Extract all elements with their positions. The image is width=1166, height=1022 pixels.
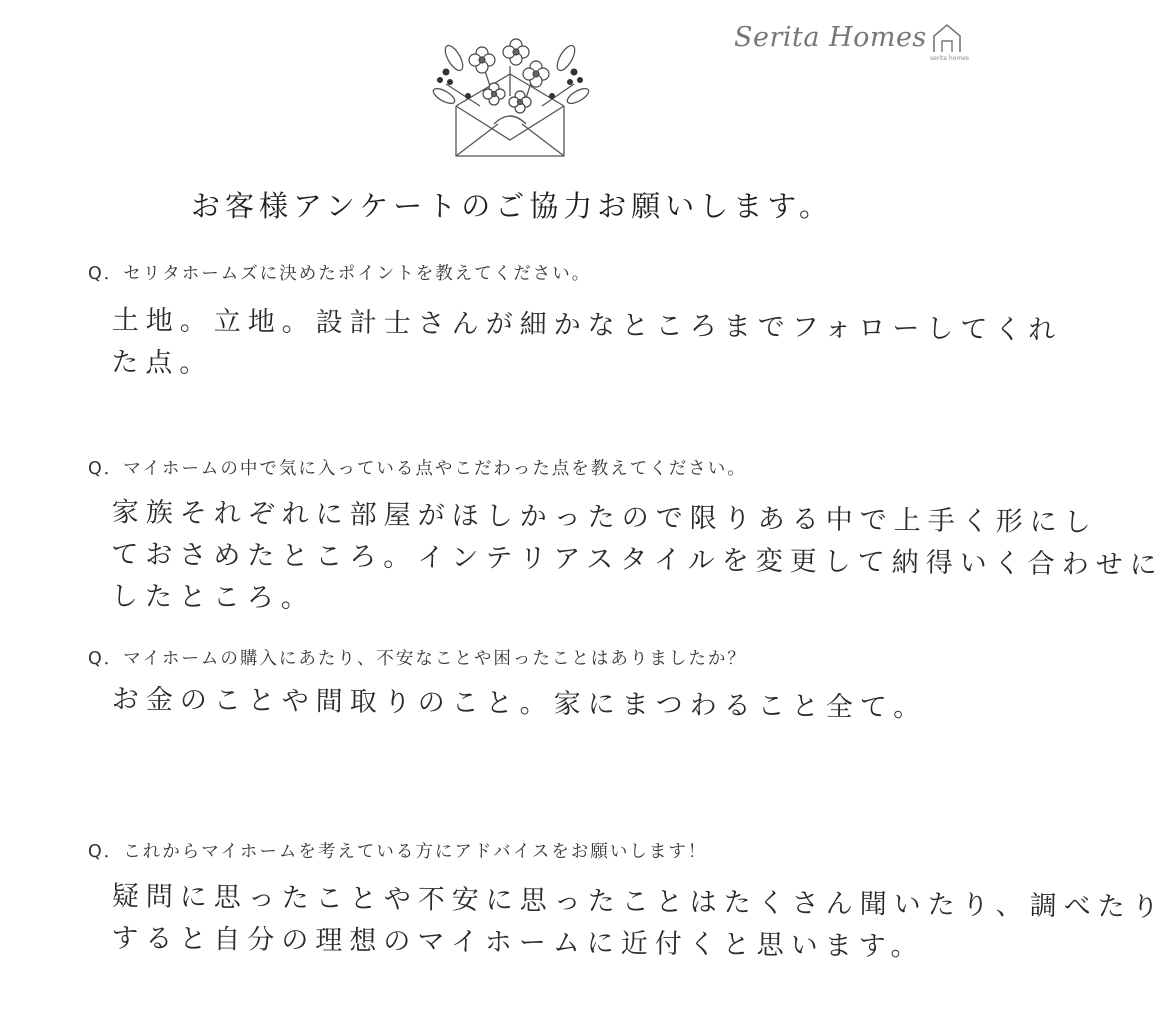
house-outline-icon xyxy=(930,22,964,54)
flower-envelope-icon xyxy=(424,36,596,164)
answer-2 xyxy=(110,492,1164,627)
question-4: Q．これからマイホームを考えている方にアドバイスをお願いします！ xyxy=(88,842,708,862)
question-1: Q．セリタホームズに決めたポイントを教えてください。 xyxy=(88,264,592,284)
answer-line: お金のことや間取りのこと。家にまつわること全て。 xyxy=(111,683,928,724)
answer-line: ておさめたところ。インテリアスタイルを変更して納得いく合わせに xyxy=(111,538,1164,582)
brand-name: Serita Homes xyxy=(734,22,927,53)
question-3: Q．マイホームの購入にあたり、不安なことや困ったことはありましたか？ xyxy=(88,649,747,669)
answer-line: 土地。立地。設計士さんが細かなところまでフォローしてくれ xyxy=(111,304,1063,346)
answer-4 xyxy=(111,876,1166,969)
answer-1 xyxy=(111,300,1063,393)
answer-3 xyxy=(112,679,942,730)
page-title: お客様アンケートのご協力お願いします。 xyxy=(191,189,833,223)
answer-line: したところ。 xyxy=(110,580,316,615)
brand-sub: serita homes xyxy=(930,55,970,62)
answer-line: た点。 xyxy=(111,346,214,380)
brand-logo xyxy=(734,22,974,72)
answer-line: 疑問に思ったことや不安に思ったことはたくさん聞いたり、調べたり xyxy=(111,880,1166,924)
question-2: Q．マイホームの中で気に入っている点やこだわった点を教えてください。 xyxy=(88,459,747,479)
answer-line: 家族それぞれに部屋がほしかったので限りある中で上手く形にし xyxy=(111,496,1098,539)
answer-line: すると自分の理想のマイホームに近付くと思います。 xyxy=(111,922,925,963)
